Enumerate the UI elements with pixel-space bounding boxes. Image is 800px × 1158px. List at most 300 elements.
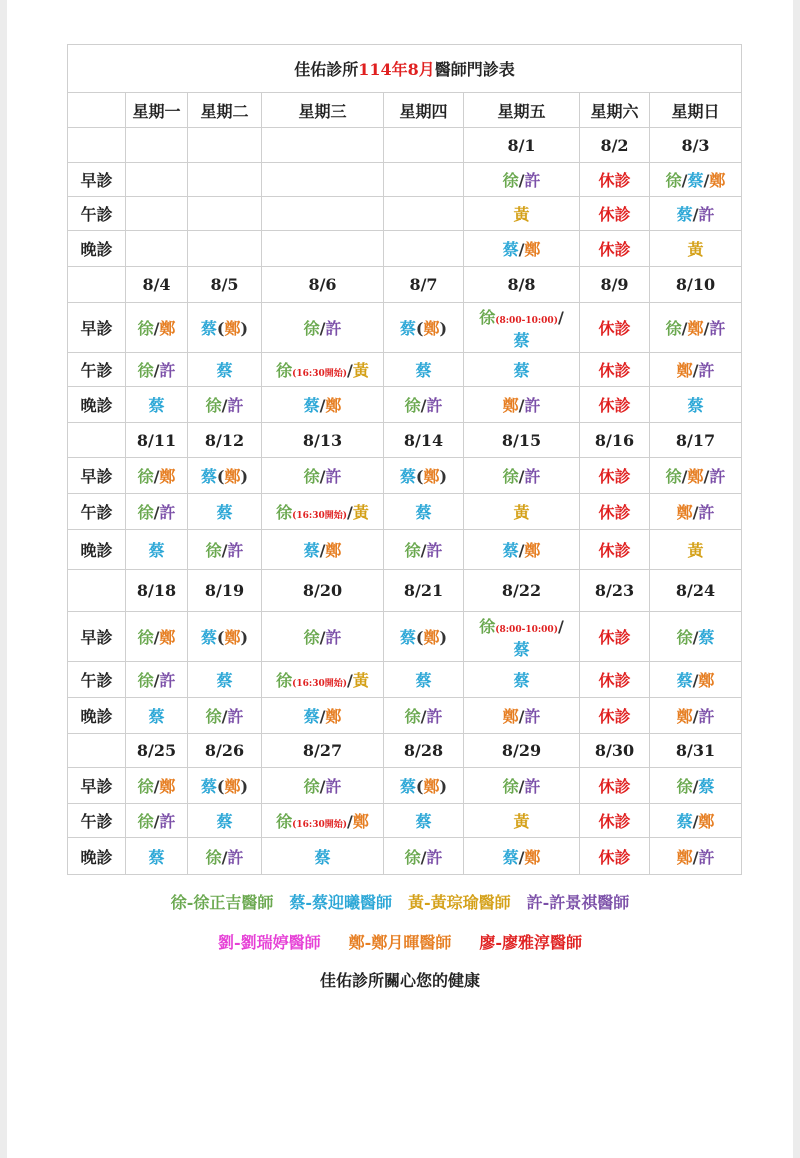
schedule-cell (384, 197, 464, 231)
doctor-abbrev: 蔡 (216, 503, 233, 522)
schedule-cell (384, 530, 464, 570)
doctor-abbrev: 徐 (665, 319, 682, 338)
doctor-abbrev: 黃 (352, 671, 369, 690)
legend-item: 許-許景祺醫師 (526, 893, 630, 912)
weekday-header-row (68, 93, 742, 128)
doctor-abbrev: 鄭 (352, 812, 369, 831)
session-label: 午診 (68, 494, 126, 530)
doctor-abbrev: 徐 (303, 628, 320, 647)
closed-label: 休診 (598, 707, 631, 726)
doctor-abbrev: 蔡 (502, 240, 519, 259)
schedule-cell (126, 662, 188, 698)
schedule-cell (580, 698, 650, 734)
schedule-cell (650, 494, 742, 530)
session-label: 晚診 (68, 530, 126, 570)
schedule-sheet (7, 0, 793, 1158)
doctor-abbrev: 黃 (352, 503, 369, 522)
doctor-abbrev: 許 (227, 396, 244, 415)
doctor-abbrev: 許 (227, 541, 244, 560)
doctor-abbrev: 許 (159, 671, 176, 690)
schedule-cell (580, 163, 650, 197)
doctor-abbrev: 許 (524, 467, 541, 486)
doctor-abbrev: 鄭 (224, 319, 241, 338)
doctor-abbrev: 許 (709, 467, 726, 486)
schedule-cell (262, 768, 384, 804)
doctor-abbrev: 蔡 (399, 467, 416, 486)
separator: / (420, 396, 427, 415)
session-label: 早診 (68, 303, 126, 353)
doctor-abbrev: 徐 (502, 171, 519, 190)
time-note: (16:30開始) (292, 820, 348, 830)
separator: / (518, 240, 525, 259)
schedule-cell (126, 231, 188, 267)
doctor-abbrev: 徐 (276, 812, 293, 831)
title-month: 114年8月 (358, 60, 435, 79)
separator: / (703, 467, 710, 486)
date-row-label-cell (68, 267, 126, 303)
separator: ) (439, 628, 448, 647)
session-row (68, 458, 742, 494)
doctor-abbrev: 徐 (205, 541, 222, 560)
legend-item: 蔡-蔡迎曦醫師 (289, 893, 392, 912)
legend-item: 鄭-鄭月暉醫師 (348, 933, 452, 952)
separator: / (319, 396, 326, 415)
legend-item: 徐-徐正吉醫師 (170, 893, 274, 912)
doctor-abbrev: 蔡 (502, 847, 519, 867)
separator: / (153, 319, 160, 338)
schedule-cell (650, 231, 742, 267)
time-note: (8:00-10:00) (495, 315, 558, 326)
separator: / (692, 671, 699, 690)
doctor-abbrev: 蔡 (303, 707, 320, 726)
schedule-cell (188, 163, 262, 197)
schedule-cell (384, 303, 464, 353)
separator: / (347, 812, 353, 831)
doctor-abbrev: 鄭 (676, 847, 693, 867)
doctor-abbrev: 蔡 (148, 541, 165, 560)
doctor-abbrev: 徐 (502, 467, 519, 486)
doctor-abbrev: 許 (524, 171, 541, 190)
separator: / (518, 467, 525, 486)
session-label: 晚診 (68, 231, 126, 267)
doctor-abbrev: 蔡 (399, 777, 416, 796)
separator: / (518, 171, 525, 190)
doctor-abbrev: 鄭 (423, 319, 440, 338)
doctor-abbrev: 許 (426, 541, 443, 560)
doctor-abbrev: 許 (325, 777, 342, 796)
doctor-abbrev: 蔡 (676, 812, 693, 831)
schedule-cell (580, 804, 650, 838)
doctor-abbrev: 許 (325, 467, 342, 486)
schedule-cell (650, 353, 742, 387)
date-cell: 8/3 (650, 128, 742, 163)
schedule-cell (464, 838, 580, 875)
schedule-cell (262, 231, 384, 267)
separator: / (557, 616, 564, 636)
doctor-abbrev: 鄭 (502, 396, 519, 415)
doctor-abbrev: 蔡 (415, 503, 432, 522)
date-cell: 8/25 (126, 734, 188, 768)
doctor-abbrev: 蔡 (698, 777, 715, 796)
separator: / (319, 541, 326, 560)
separator: / (347, 671, 353, 690)
separator: / (692, 812, 699, 831)
schedule-cell (580, 353, 650, 387)
time-note: (16:30開始) (292, 511, 348, 521)
separator: / (153, 812, 160, 831)
schedule-cell (580, 458, 650, 494)
doctor-abbrev: 鄭 (423, 467, 440, 486)
doctor-abbrev: 徐 (479, 307, 496, 327)
schedule-cell (464, 163, 580, 197)
doctor-legend-line-1 (7, 890, 793, 913)
separator: / (518, 396, 525, 415)
separator: / (420, 847, 427, 867)
date-row (68, 734, 742, 768)
doctor-abbrev: 蔡 (502, 541, 519, 560)
session-row (68, 353, 742, 387)
separator: / (703, 319, 710, 338)
doctor-abbrev: 蔡 (314, 847, 331, 867)
schedule-cell (464, 353, 580, 387)
separator: / (319, 467, 326, 486)
schedule-cell (126, 838, 188, 875)
doctor-abbrev: 鄭 (709, 171, 726, 190)
schedule-cell (384, 494, 464, 530)
doctor-abbrev: 鄭 (224, 777, 241, 796)
date-row-label-cell (68, 734, 126, 768)
separator: / (319, 777, 326, 796)
doctor-abbrev: 許 (709, 319, 726, 338)
doctor-abbrev: 鄭 (687, 319, 704, 338)
date-cell: 8/8 (464, 267, 580, 303)
date-row-label-cell (68, 570, 126, 612)
date-cell: 8/9 (580, 267, 650, 303)
session-label: 午診 (68, 197, 126, 231)
doctor-abbrev: 蔡 (676, 671, 693, 690)
schedule-cell (464, 612, 580, 662)
session-label: 早診 (68, 163, 126, 197)
schedule-cell (580, 768, 650, 804)
schedule-cell (464, 197, 580, 231)
doctor-abbrev: 許 (426, 707, 443, 726)
date-row (68, 570, 742, 612)
closed-label: 休診 (598, 171, 631, 190)
doctor-abbrev: 徐 (404, 707, 421, 726)
header-corner-cell (68, 93, 126, 128)
separator: / (221, 707, 228, 726)
separator: ( (216, 319, 225, 338)
doctor-abbrev: 蔡 (148, 396, 165, 415)
doctor-abbrev: 蔡 (399, 628, 416, 647)
session-label: 午診 (68, 804, 126, 838)
session-label: 午診 (68, 353, 126, 387)
time-note: (16:30開始) (292, 679, 348, 689)
doctor-abbrev: 鄭 (524, 847, 541, 867)
schedule-cell (262, 387, 384, 423)
date-cell: 8/12 (188, 423, 262, 458)
schedule-cell (262, 303, 384, 353)
doctor-abbrev: 徐 (404, 396, 421, 415)
doctor-abbrev: 徐 (137, 361, 154, 380)
separator: ) (240, 467, 249, 486)
date-cell (188, 128, 262, 163)
schedule-cell (464, 804, 580, 838)
date-cell: 8/11 (126, 423, 188, 458)
doctor-abbrev: 鄭 (698, 812, 715, 831)
session-label: 早診 (68, 612, 126, 662)
schedule-cell (262, 197, 384, 231)
session-row (68, 530, 742, 570)
schedule-cell (650, 303, 742, 353)
date-cell: 8/6 (262, 267, 384, 303)
schedule-cell (262, 662, 384, 698)
date-cell (384, 128, 464, 163)
doctor-abbrev: 蔡 (513, 671, 530, 690)
doctor-abbrev: 鄭 (159, 628, 176, 647)
schedule-cell (126, 804, 188, 838)
session-row (68, 163, 742, 197)
schedule-cell (384, 662, 464, 698)
separator: ) (240, 319, 249, 338)
separator: / (692, 628, 699, 647)
doctor-abbrev: 蔡 (687, 171, 704, 190)
time-note: (8:00-10:00) (495, 624, 558, 635)
schedule-cell (384, 231, 464, 267)
closed-label: 休診 (598, 467, 631, 486)
doctor-abbrev: 許 (698, 503, 715, 522)
doctor-abbrev: 蔡 (216, 812, 233, 831)
doctor-abbrev: 徐 (137, 812, 154, 831)
schedule-cell (126, 768, 188, 804)
schedule-cell (384, 804, 464, 838)
date-cell: 8/18 (126, 570, 188, 612)
separator: / (703, 171, 710, 190)
schedule-cell (188, 231, 262, 267)
separator: / (518, 777, 525, 796)
separator: ) (439, 467, 448, 486)
schedule-cell (384, 698, 464, 734)
date-cell: 8/20 (262, 570, 384, 612)
weekday-header: 星期一 (126, 93, 188, 128)
schedule-cell (650, 804, 742, 838)
date-cell: 8/14 (384, 423, 464, 458)
doctor-abbrev: 許 (227, 707, 244, 726)
doctor-abbrev: 蔡 (200, 319, 217, 338)
schedule-cell (384, 838, 464, 875)
date-cell: 8/10 (650, 267, 742, 303)
session-label: 午診 (68, 662, 126, 698)
doctor-abbrev: 徐 (205, 707, 222, 726)
date-cell: 8/23 (580, 570, 650, 612)
doctor-abbrev: 蔡 (676, 205, 693, 224)
schedule-cell (262, 353, 384, 387)
doctor-abbrev: 許 (426, 396, 443, 415)
date-row-label-cell (68, 423, 126, 458)
doctor-abbrev: 鄭 (687, 467, 704, 486)
closed-label: 休診 (598, 503, 631, 522)
schedule-cell (650, 698, 742, 734)
weekday-header: 星期日 (650, 93, 742, 128)
closed-label: 休診 (598, 319, 631, 338)
separator: / (692, 707, 699, 726)
doctor-abbrev: 蔡 (399, 319, 416, 338)
separator: / (518, 707, 525, 726)
separator: / (420, 707, 427, 726)
doctor-abbrev: 蔡 (216, 361, 233, 380)
doctor-abbrev: 鄭 (698, 671, 715, 690)
session-row (68, 838, 742, 875)
session-label: 早診 (68, 768, 126, 804)
schedule-cell (464, 768, 580, 804)
session-row (68, 768, 742, 804)
separator: / (153, 361, 160, 380)
date-row (68, 128, 742, 163)
schedule-cell (188, 530, 262, 570)
doctor-abbrev: 鄭 (325, 396, 342, 415)
doctor-legend-line-2 (7, 930, 793, 953)
session-label: 晚診 (68, 838, 126, 875)
doctor-abbrev: 徐 (676, 628, 693, 647)
legend-item: 黃-黃琮瑜醫師 (408, 893, 511, 912)
schedule-cell (650, 838, 742, 875)
time-note: (16:30開始) (292, 369, 348, 379)
separator: / (518, 847, 525, 867)
doctor-abbrev: 蔡 (200, 777, 217, 796)
date-cell: 8/4 (126, 267, 188, 303)
separator: / (153, 628, 160, 647)
doctor-abbrev: 蔡 (303, 396, 320, 415)
separator: / (692, 847, 699, 867)
closed-label: 休診 (598, 361, 631, 380)
date-row (68, 267, 742, 303)
schedule-cell (262, 838, 384, 875)
session-row (68, 494, 742, 530)
date-cell: 8/29 (464, 734, 580, 768)
doctor-abbrev: 許 (325, 628, 342, 647)
separator: / (221, 847, 228, 867)
schedule-cell (580, 494, 650, 530)
session-row (68, 231, 742, 267)
doctor-abbrev: 徐 (137, 628, 154, 647)
weekday-header: 星期二 (188, 93, 262, 128)
doctor-abbrev: 許 (325, 319, 342, 338)
date-cell: 8/19 (188, 570, 262, 612)
schedule-cell (580, 530, 650, 570)
schedule-cell (126, 698, 188, 734)
separator: / (557, 307, 564, 327)
date-cell: 8/31 (650, 734, 742, 768)
legend-item: 廖-廖雅淳醫師 (479, 933, 582, 952)
doctor-abbrev: 許 (159, 503, 176, 522)
separator: / (692, 361, 699, 380)
doctor-abbrev: 蔡 (415, 812, 432, 831)
doctor-abbrev: 許 (698, 847, 715, 867)
closed-label: 休診 (598, 847, 631, 867)
date-cell: 8/30 (580, 734, 650, 768)
weekday-header: 星期五 (464, 93, 580, 128)
schedule-cell (188, 698, 262, 734)
schedule-cell (188, 494, 262, 530)
doctor-abbrev: 徐 (303, 467, 320, 486)
schedule-cell (126, 458, 188, 494)
separator: / (681, 319, 688, 338)
doctor-abbrev: 鄭 (325, 541, 342, 560)
doctor-abbrev: 許 (524, 396, 541, 415)
schedule-cell (464, 303, 580, 353)
schedule-cell (188, 662, 262, 698)
title-prefix: 佳佑診所 (294, 60, 359, 79)
schedule-cell (384, 387, 464, 423)
doctor-abbrev: 鄭 (676, 503, 693, 522)
doctor-abbrev: 徐 (276, 361, 293, 380)
doctor-abbrev: 徐 (502, 777, 519, 796)
date-cell: 8/17 (650, 423, 742, 458)
schedule-cell (188, 804, 262, 838)
doctor-abbrev: 許 (159, 361, 176, 380)
separator: ( (415, 467, 424, 486)
session-row (68, 303, 742, 353)
doctor-abbrev: 鄭 (423, 628, 440, 647)
closed-label: 休診 (598, 541, 631, 560)
date-cell: 8/5 (188, 267, 262, 303)
doctor-abbrev: 蔡 (200, 628, 217, 647)
separator: / (347, 361, 353, 380)
doctor-abbrev: 鄭 (502, 707, 519, 726)
separator: / (692, 503, 699, 522)
closed-label: 休診 (598, 671, 631, 690)
doctor-abbrev: 許 (698, 707, 715, 726)
separator: / (221, 541, 228, 560)
schedule-cell (464, 387, 580, 423)
session-label: 早診 (68, 458, 126, 494)
doctor-abbrev: 蔡 (513, 639, 530, 659)
session-row (68, 612, 742, 662)
separator: / (420, 541, 427, 560)
separator: / (319, 628, 326, 647)
separator: / (153, 467, 160, 486)
schedule-cell (188, 458, 262, 494)
separator: / (319, 707, 326, 726)
separator: ( (415, 628, 424, 647)
footer-message: 佳佑診所關心您的健康 (319, 971, 480, 990)
doctor-abbrev: 蔡 (513, 330, 530, 350)
separator: / (153, 777, 160, 796)
date-cell: 8/2 (580, 128, 650, 163)
schedule-cell (126, 494, 188, 530)
doctor-abbrev: 徐 (205, 396, 222, 415)
schedule-cell (188, 353, 262, 387)
separator: / (681, 467, 688, 486)
date-row-label-cell (68, 128, 126, 163)
schedule-cell (580, 197, 650, 231)
schedule-cell (188, 303, 262, 353)
separator: ) (240, 628, 249, 647)
schedule-cell (126, 387, 188, 423)
doctor-abbrev: 黃 (687, 541, 704, 560)
session-row (68, 698, 742, 734)
doctor-abbrev: 鄭 (159, 319, 176, 338)
doctor-abbrev: 徐 (276, 671, 293, 690)
separator: / (692, 777, 699, 796)
separator: / (681, 171, 688, 190)
date-cell: 8/22 (464, 570, 580, 612)
schedule-cell (580, 662, 650, 698)
doctor-abbrev: 蔡 (415, 671, 432, 690)
schedule-cell (188, 197, 262, 231)
doctor-abbrev: 徐 (665, 467, 682, 486)
schedule-cell (464, 231, 580, 267)
